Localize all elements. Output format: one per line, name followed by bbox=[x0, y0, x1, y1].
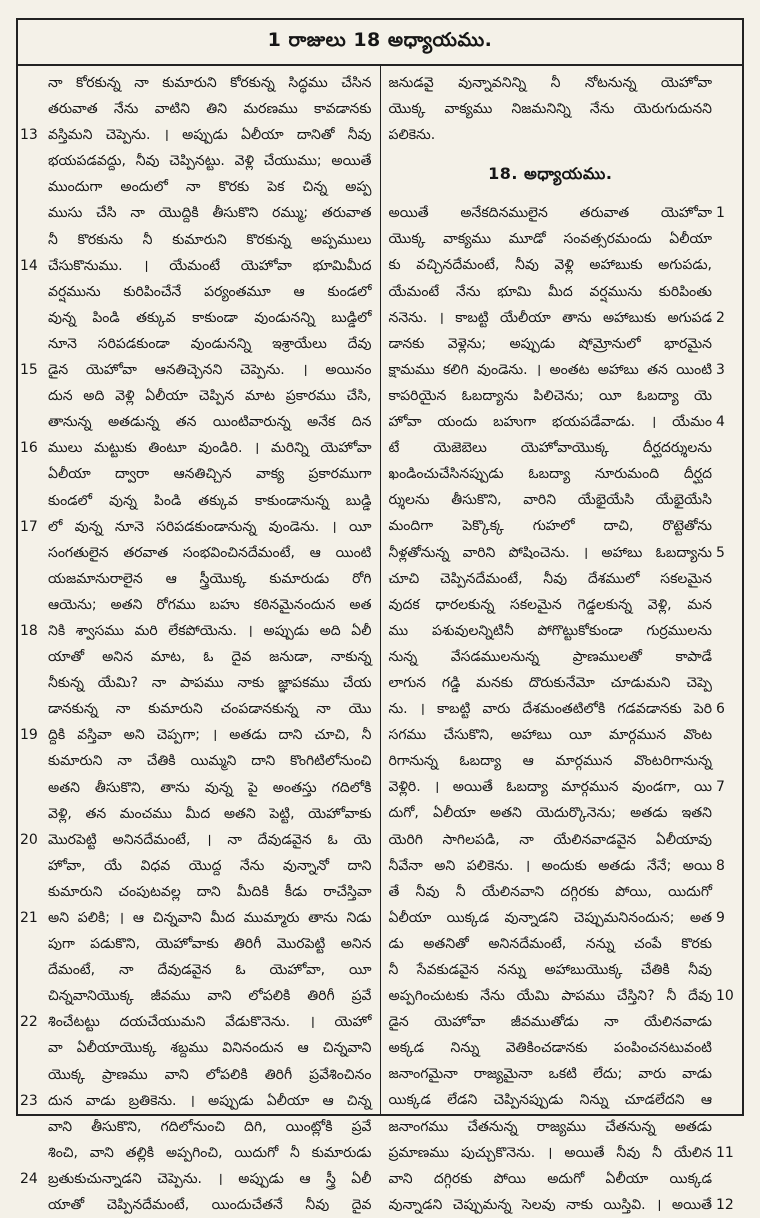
line-text: బ్రతుకుచున్నాడని చెప్పెను. । అప్పుడు ఆ స్త్రీ ఏలీ bbox=[48, 1170, 372, 1187]
line-text: వున్న పిండి తక్కువ కాకుండా వుండునన్ని బుడ్డిలో bbox=[48, 309, 372, 326]
text-line bbox=[48, 670, 372, 696]
text-line bbox=[389, 800, 713, 826]
line-text: అయితే అనేకదినములైన తరువాత యెహోవా bbox=[388, 205, 712, 222]
line-text: శించి, వాని తల్లికి అప్పగించి, యిదుగో నీ కుమారుడు bbox=[48, 1144, 372, 1161]
text-line bbox=[389, 435, 713, 461]
line-text: నికి శ్వాసము మరి లేకపోయెను. । అప్పుడు అది ఏలీ bbox=[48, 622, 372, 639]
text-line bbox=[20, 122, 372, 148]
text-line bbox=[388, 983, 734, 1009]
text-line bbox=[388, 1192, 734, 1218]
line-text: చేసుకొనుము. । యేమంటే యెహోవా భూమిమీద bbox=[48, 257, 372, 274]
text-line bbox=[388, 409, 725, 435]
text-line bbox=[389, 1009, 713, 1035]
line-text: డానకున్న నా కుమారుని చంపడానకున్న నా యొ bbox=[48, 701, 372, 718]
line-text: హోవా, యే విధవ యొద్ద నేను వున్నానో దాని bbox=[48, 857, 372, 874]
line-text: యిక్కడ లేడని చెప్పినప్పుడు నిన్ను చూడలేదని ఆ bbox=[388, 1092, 712, 1109]
line-text: ఖండించుచేసినప్పుడు ఓబద్యా నూరుమంది దీర్ఘద bbox=[388, 466, 712, 483]
text-columns bbox=[18, 66, 742, 1214]
text-line bbox=[388, 1140, 734, 1166]
text-line bbox=[389, 1166, 713, 1192]
line-text: శించేటట్టు దయచేయుమని వేడుకొనెను. । యెహో bbox=[48, 1014, 372, 1031]
line-text: దున వాడు బ్రతికెను. । అప్పుడు ఏలీయా ఆ చిన్న bbox=[48, 1092, 372, 1109]
text-line bbox=[388, 853, 725, 879]
text-line bbox=[48, 96, 372, 122]
line-text: చిన్నవానియొక్క జీవము వాని లోపలికి తిరిగీ ప్రవే bbox=[48, 988, 372, 1005]
verse-number: 17 bbox=[20, 518, 38, 535]
line-text: ఏలీయా ద్వారా ఆనతిచ్చిన వాక్య ప్రకారముగా bbox=[48, 466, 372, 483]
text-line bbox=[48, 148, 372, 174]
left-column bbox=[18, 66, 381, 1214]
line-text: అని పలికి; । ఆ చిన్నవాని మీద ముమ్మారు తాను నిడు bbox=[48, 910, 372, 926]
line-text: ములు మట్టుకు తింటూ వుండిరి. । మరిన్ని యెహోవా bbox=[48, 440, 372, 457]
text-line bbox=[388, 305, 725, 331]
text-line bbox=[48, 1035, 372, 1061]
text-line bbox=[20, 514, 372, 540]
line-text: నీ కొరకును నీ కుమారుని కొరకున్న అప్పములు bbox=[48, 231, 372, 248]
line-text: వాని దగ్గిరకు పోయి అదుగో ఏలీయా యిక్కడ bbox=[388, 1170, 712, 1187]
text-line bbox=[389, 279, 713, 305]
text-line bbox=[48, 1114, 372, 1140]
verse-number: 7 bbox=[716, 779, 725, 796]
line-text: లో వున్న నూనె సరిపడకుండానున్న వుండెను. । యీ bbox=[48, 518, 372, 535]
text-line bbox=[48, 279, 372, 305]
page-title: 1 రాజులు 18 అధ్యాయము. bbox=[267, 28, 493, 51]
line-text: రిగానున్న ఓబద్యా ఆ మార్గమున వొంటరిగానున్న bbox=[388, 753, 712, 770]
verse-number: 15 bbox=[20, 362, 38, 379]
line-text: వున్నాడని చెప్పుమన్న సెలవు నాకు యిస్తివి. । అయితే bbox=[388, 1196, 712, 1213]
text-line bbox=[389, 722, 713, 748]
text-line bbox=[388, 357, 725, 383]
line-text: కుమారుని నా చేతికి యిమ్మని దాని కొంగిటిలోనుంచి bbox=[48, 753, 372, 770]
text-line bbox=[48, 696, 372, 722]
text-line bbox=[48, 1062, 372, 1088]
line-text: క్షామము కలిగి వుండెను. । అంతట అహాబు తన యింటి bbox=[388, 361, 712, 378]
line-text: సంగతులైన తరవాత సంభవించినదేమంటే, ఆ యింటి bbox=[48, 544, 372, 561]
text-line bbox=[20, 253, 372, 279]
line-text: వాని తీసుకొని, గదిలోనుంచి దిగి, యింట్లోకి ప్రవే bbox=[48, 1118, 372, 1135]
line-text: తే నీవు నీ యేలినవాని దగ్గిరకు పోయి, యిదుగో bbox=[388, 883, 712, 900]
line-text: నీవేనా అని పలికెను. । అందుకు అతడు నేనే; అయి bbox=[388, 857, 712, 874]
line-text: ము పశువులన్నిటినీ పోగొట్టుకోకుండా గుర్రములను bbox=[388, 622, 712, 639]
line-text: తానున్న అతడున్న తన యింటివారున్న అనేక దిన bbox=[48, 414, 372, 431]
text-line bbox=[48, 409, 372, 435]
text-line bbox=[48, 383, 372, 409]
text-line bbox=[20, 905, 372, 931]
verse-number: 5 bbox=[716, 544, 725, 561]
line-text: యెరిగి సాగిలపడి, నా యేలినవాడవైన ఏలీయావు bbox=[388, 831, 712, 848]
line-text: యొక్క ప్రాణము వాని లోపలికి తిరిగీ ప్రవేశించినం bbox=[48, 1066, 372, 1083]
text-line bbox=[389, 879, 713, 905]
text-line bbox=[20, 1088, 372, 1114]
line-text: భయపడవద్దు, నీవు చెప్పినట్టు. వెళ్లి చేయుము; అయితే bbox=[48, 153, 372, 170]
text-line bbox=[389, 644, 713, 670]
text-line bbox=[388, 905, 725, 931]
line-text: అక్కడ నిన్ను వెతికించడానకు పంపించనటువంటి bbox=[388, 1040, 712, 1057]
text-line bbox=[48, 331, 372, 357]
text-line bbox=[20, 722, 372, 748]
line-text: సగము చేసుకొని, అహాబు యీ మార్గమున వొంట bbox=[388, 727, 712, 744]
verse-number: 8 bbox=[716, 857, 725, 874]
text-line bbox=[48, 488, 372, 514]
line-text: పుగా పడుకొని, యెహోవాకు తిరిగీ మొరపెట్టి అనిన bbox=[48, 936, 372, 953]
verse-number: 24 bbox=[20, 1170, 38, 1187]
text-line bbox=[389, 383, 713, 409]
text-line bbox=[389, 1061, 713, 1087]
line-text: యొక్క వాక్యము నిజమనిన్ని నేను యెరుగుదునని bbox=[388, 101, 712, 118]
text-line bbox=[389, 566, 713, 592]
text-line bbox=[48, 227, 372, 253]
line-text: ముందుగా అందులో నా కొరకు పెక చిన్న అప్ప bbox=[48, 179, 372, 196]
text-line bbox=[389, 670, 713, 696]
chapter-17-ending bbox=[389, 70, 713, 148]
verse-number: 20 bbox=[20, 831, 38, 848]
verse-number: 1 bbox=[716, 205, 725, 222]
scripture-page bbox=[16, 18, 744, 1214]
line-text: ముసు చేసి నా యొద్దికి తీసుకొని రమ్ము; తరువాత bbox=[48, 205, 372, 222]
line-text: అతని తీసుకొని, తాను వున్న పై అంతస్తు గదిలోకి bbox=[48, 779, 372, 796]
text-line bbox=[48, 801, 372, 827]
line-text: ను. । కాబట్టి వారు దేశమంతటిలోకి గడవడానకు పెరి bbox=[388, 701, 712, 718]
text-line bbox=[389, 748, 713, 774]
line-text: నీకున్న యేమి? నా పాపము నాకు జ్ఞాపకము చేయ bbox=[48, 675, 372, 692]
verse-number: 3 bbox=[716, 361, 725, 378]
line-text: దున అది వెళ్లి ఏలీయా చెప్పిన మాట ప్రకారము చేసి, bbox=[48, 388, 372, 405]
text-line bbox=[20, 827, 372, 853]
text-line bbox=[48, 748, 372, 774]
verse-number: 6 bbox=[716, 701, 725, 718]
text-line bbox=[389, 487, 713, 513]
text-line bbox=[48, 592, 372, 618]
text-line bbox=[48, 1192, 372, 1218]
line-text: నూనె సరిపడకుండా వుండునన్ని ఇశ్రాయేలు దేవు bbox=[48, 335, 372, 352]
line-text: వర్షమును కురిపించేనే పర్యంతమూ ఆ కుండలో bbox=[48, 283, 372, 300]
verse-number: 22 bbox=[20, 1014, 38, 1031]
verse-number: 14 bbox=[20, 257, 38, 274]
text-line bbox=[48, 200, 372, 226]
text-line bbox=[48, 174, 372, 200]
line-text: తరువాత నేను వాటిని తిని మరణము కావడానకు bbox=[48, 101, 372, 118]
line-text: యజమానురాలైన ఆ స్త్రీయొక్క కుమారుడు రోగి bbox=[48, 570, 372, 587]
line-text: ఏలీయా యిక్కడ వున్నాడని చెప్పుమనినందున; అత bbox=[388, 909, 712, 926]
line-text: మొరపెట్టి అనినదేమంటే, । నా దేవుడవైన ఓ యె bbox=[48, 831, 372, 848]
text-line bbox=[48, 305, 372, 331]
verse-number: 2 bbox=[716, 309, 725, 326]
chapter-heading: 18. అధ్యాయము. bbox=[488, 164, 613, 184]
text-line bbox=[389, 331, 713, 357]
line-text: డైన యెహోవా ఆనతిచ్చెనని చెప్పెను. । అయినం bbox=[48, 362, 372, 379]
verse-number: 18 bbox=[20, 622, 38, 639]
verse-number: 11 bbox=[716, 1144, 734, 1161]
line-text: కాపరియైన ఓబద్యాను పిలిచెను; యీ ఓబద్యా యె bbox=[388, 387, 712, 404]
text-line bbox=[389, 252, 713, 278]
text-line bbox=[48, 1140, 372, 1166]
text-line bbox=[48, 931, 372, 957]
text-line bbox=[20, 357, 372, 383]
line-text: యాతో చెప్పినదేమంటే, యిందుచేతనే నీవు దైవ bbox=[48, 1197, 372, 1214]
line-text: వుదక ధారలకున్న సకలమైన గెడ్డలకున్న వెళ్లి, మన bbox=[388, 596, 712, 613]
text-line bbox=[388, 696, 725, 722]
text-line bbox=[389, 1087, 713, 1113]
text-line bbox=[48, 644, 372, 670]
text-line bbox=[388, 200, 725, 226]
line-text: లాగున గడ్డి మనకు దొరుకునేమో చూడుమని చెప్పె bbox=[388, 674, 712, 691]
text-line bbox=[389, 1114, 713, 1140]
line-text: నా కోరకున్న నా కుమారుని కోరకున్న సిద్ధము చేసిన bbox=[48, 75, 372, 91]
text-line bbox=[48, 461, 372, 487]
line-text: చూచి చెప్పినదేమంటే, నీవు దేశములో సకలమైన bbox=[388, 570, 712, 587]
text-line bbox=[389, 931, 713, 957]
line-text: యేమంటే నేను భూమి మీద వర్షమును కురిపింతు bbox=[388, 283, 712, 300]
line-text: హోవా యందు బహుగా భయపడేవాడు. । యేమం bbox=[388, 414, 712, 431]
text-line bbox=[389, 70, 713, 96]
verse-number: 13 bbox=[20, 127, 38, 144]
right-column bbox=[381, 66, 743, 1213]
line-text: దేమంటే, నా దేవుడవైన ఓ యెహోవా, యీ bbox=[48, 962, 372, 979]
line-text: జనాంగము చేతనున్న రాజ్యము చేతనున్న అతడు bbox=[388, 1118, 712, 1135]
line-text: అప్పగించుటకు నేను యేమి పాపము చేస్తిని? నీ దేవు bbox=[388, 988, 712, 1005]
verse-number: 21 bbox=[20, 910, 38, 926]
text-line bbox=[48, 879, 372, 905]
text-line bbox=[20, 435, 372, 461]
text-line bbox=[389, 461, 713, 487]
line-text: నున్న వేసడములనున్న ప్రాణములతో కాపాడే bbox=[388, 648, 712, 665]
text-line bbox=[48, 775, 372, 801]
text-line bbox=[389, 592, 713, 618]
line-text: యాతో అనిన మాట, ఓ దైవ జనుడా, నాకున్న bbox=[48, 649, 372, 666]
line-text: వా ఏలీయాయొక్క శబ్దము వినినందున ఆ చిన్నవాని bbox=[48, 1040, 372, 1057]
line-text: డానకు వెళ్లెను; అప్పుడు షోమ్రోనులో భారమైన bbox=[388, 335, 712, 352]
text-line bbox=[389, 1035, 713, 1061]
line-text: కుండలో వున్న పిండి తక్కువ కాకుండానున్న బుడ్డి bbox=[48, 492, 372, 509]
line-text: జనుడవై వున్నావనిన్ని నీ నోటనున్న యెహోవా bbox=[388, 75, 712, 91]
verse-number: 12 bbox=[716, 1196, 734, 1213]
text-line bbox=[48, 957, 372, 983]
line-text: జనాంగమైనా రాజ్యమైనా ఒకటి లేదు; వారు వాడు bbox=[388, 1066, 712, 1083]
line-text: టే యెజెబెలు యెహోవాయొక్క దీర్ఘదర్శులను bbox=[388, 440, 712, 457]
line-text: వెళ్లిరి. । అయితే ఓబద్యా మార్గమున వుండగా, యి bbox=[388, 779, 712, 796]
text-line bbox=[389, 513, 713, 539]
text-line bbox=[389, 827, 713, 853]
line-text: మందిగా పెక్కొక్క గుహలో దాచి, రొట్టెతోను bbox=[388, 518, 712, 535]
line-text: వెళ్లి, తన మంచము మీద అతని పెట్టి, యెహోవాకు bbox=[48, 805, 372, 822]
verse-number: 23 bbox=[20, 1092, 38, 1109]
text-line bbox=[388, 540, 725, 566]
line-text: ఆయెను; అతని రోగము బహు కఠినమైనందున అత bbox=[48, 596, 372, 613]
text-line bbox=[48, 566, 372, 592]
line-text: డు అతనితో అనినదేమంటే, నన్ను చంపే కొరకు bbox=[388, 935, 712, 952]
line-text: ననెను. । కాబట్టి యేలీయా తాను అహాబుకు అగుపడ bbox=[388, 309, 712, 326]
verse-number: 16 bbox=[20, 440, 38, 457]
chapter-18-text bbox=[388, 200, 734, 1218]
text-line bbox=[20, 1166, 372, 1192]
verse-number: 10 bbox=[716, 988, 734, 1005]
line-text: నీ సేవకుడవైన నన్ను అహాబుయొక్క చేతికి నీవు bbox=[388, 962, 712, 978]
text-line bbox=[389, 957, 713, 983]
line-text: వస్తిమని చెప్పెను. । అప్పుడు ఏలీయా దానితో నీవు bbox=[48, 127, 372, 144]
text-line bbox=[48, 983, 372, 1009]
text-line bbox=[389, 226, 713, 252]
line-text: కుమారుని చంపుటవల్ల దాని మీదికి కీడు రాచేస్తివా bbox=[48, 883, 372, 900]
text-line bbox=[48, 540, 372, 566]
text-line bbox=[389, 618, 713, 644]
line-text: కు వచ్చినదేమంటే, నీవు వెళ్లి అహాబుకు అగుపడు, bbox=[388, 257, 712, 274]
text-line bbox=[388, 774, 725, 800]
line-text: డైన యెహోవా జీవముతోడు నా యేలినవాడు bbox=[388, 1014, 712, 1031]
verse-number: 9 bbox=[716, 909, 725, 926]
line-text: ర్శులను తీసుకొని, వారిని యేభైయేసి యేభైయేసి bbox=[388, 492, 712, 509]
text-line bbox=[20, 1009, 372, 1035]
text-line bbox=[48, 853, 372, 879]
text-line bbox=[389, 96, 713, 122]
line-text: యొక్క వాక్యము మూడో సంవత్సరమందు ఏలీయా bbox=[388, 231, 712, 248]
line-text: దుగో, ఏలీయా అతని యెదుర్కొనెను; అతడు ఇతని bbox=[388, 805, 712, 822]
line-text: పలికెను. bbox=[388, 127, 436, 144]
text-line bbox=[389, 122, 713, 148]
text-line bbox=[20, 618, 372, 644]
verse-number: 4 bbox=[716, 414, 725, 431]
line-text: ప్రమాణము పుచ్చుకొనెను. । అయితే నీవు నీ యేలిన bbox=[388, 1144, 712, 1161]
text-line bbox=[48, 70, 372, 96]
page-header bbox=[18, 20, 742, 66]
line-text: ద్దికి వస్తివా అని చెప్పగా; । అతడు దాని చూచి, నీ bbox=[48, 727, 372, 744]
line-text: నీళ్లతోనున్న వారిని పోషించెను. । అహాబు ఓబద్యాను bbox=[388, 544, 712, 561]
verse-number: 19 bbox=[20, 727, 38, 744]
